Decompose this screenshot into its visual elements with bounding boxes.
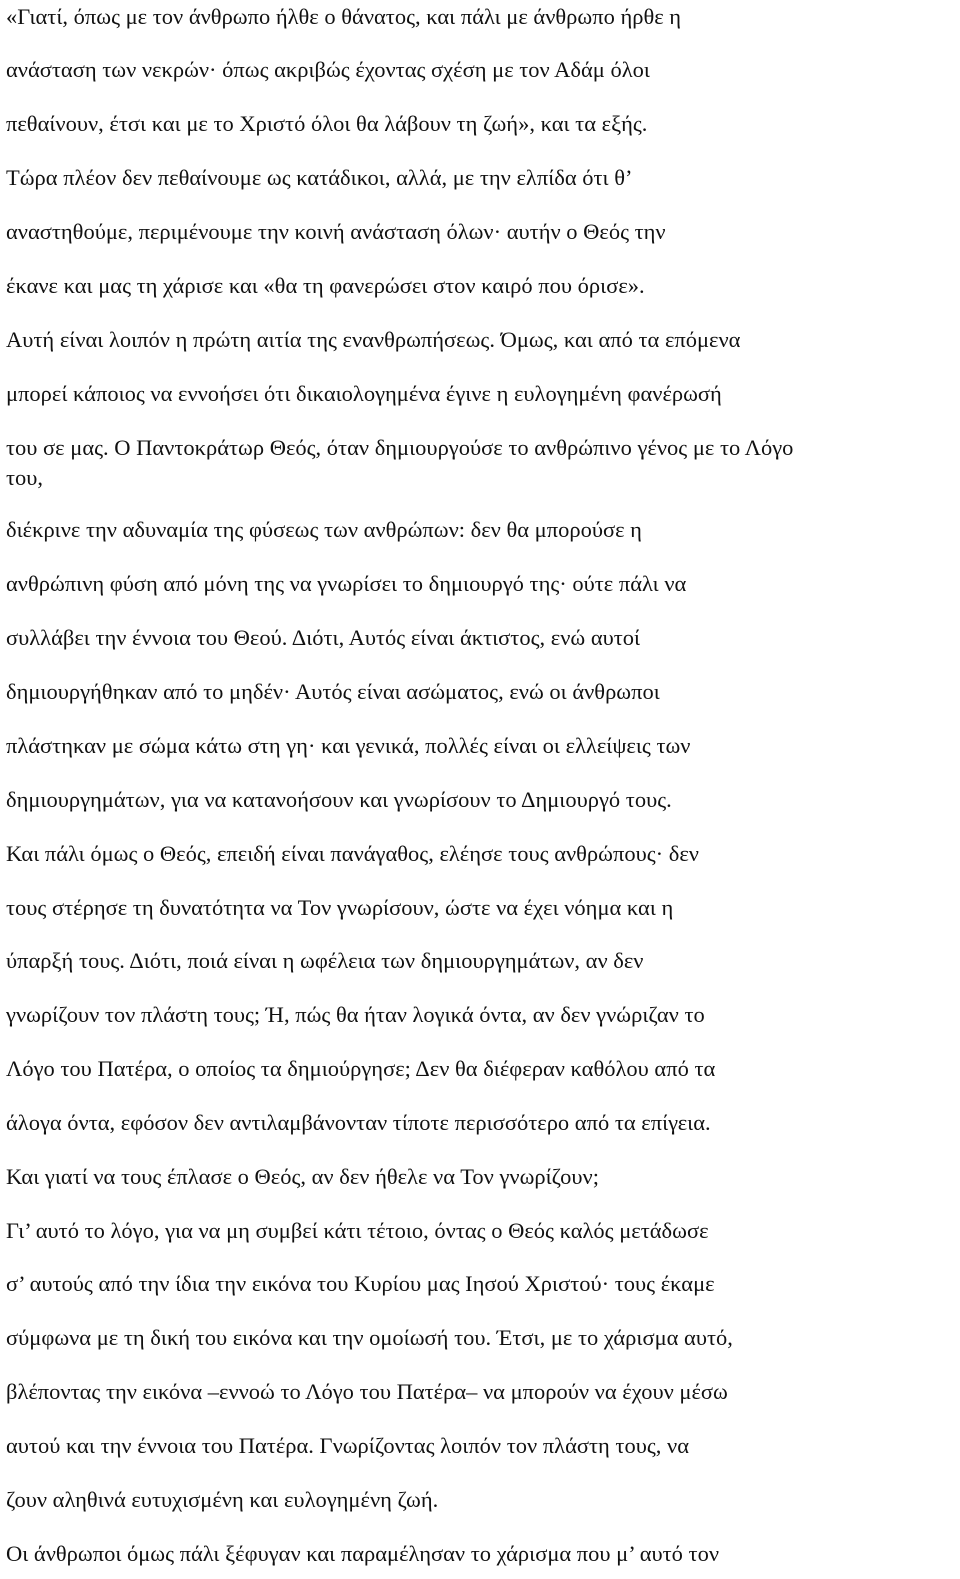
text-line-05: αναστηθούμε, περιμένουμε την κοινή ανάσταση όλων· αυτήν ο Θεός την	[6, 219, 666, 244]
text-line-25: σ’ αυτούς από την ίδια την εικόνα του Κυρίου μας Ιησού Χριστού· τους έκαμε	[6, 1271, 715, 1296]
text-line-08: μπορεί κάποιος να εννοήσει ότι δικαιολογημένα έγινε η ευλογημένη φανέρωσή	[6, 381, 722, 406]
text-line-10: του,	[6, 465, 44, 490]
text-line-21: Λόγο του Πατέρα, ο οποίος τα δημιούργησε; Δεν θα διέφεραν καθόλου από τα	[6, 1056, 716, 1081]
text-line-09: του σε μας. Ο Παντοκράτωρ Θεός, όταν δημιουργούσε το ανθρώπινο γένος με το Λόγο	[6, 435, 794, 460]
text-line-02: ανάσταση των νεκρών· όπως ακριβώς έχοντας σχέση με τον Αδάμ όλοι	[6, 57, 650, 82]
text-line-15: πλάστηκαν με σώμα κάτω στη γη· και γενικά, πολλές είναι οι ελλείψεις των	[6, 733, 691, 758]
text-line-14: δημιουργήθηκαν από το μηδέν· Αυτός είναι ασώματος, ενώ οι άνθρωποι	[6, 679, 660, 704]
text-line-12: ανθρώπινη φύση από μόνη της να γνωρίσει το δημιουργό της· ούτε πάλι να	[6, 571, 687, 596]
text-line-06: έκανε και μας τη χάρισε και «θα τη φανερώσει στον καιρό που όρισε».	[6, 273, 645, 298]
text-line-18: τους στέρησε τη δυνατότητα να Τον γνωρίσουν, ώστε να έχει νόημα και η	[6, 895, 674, 920]
text-line-04: Τώρα πλέον δεν πεθαίνουμε ως κατάδικοι, αλλά, με την ελπίδα ότι θ’	[6, 165, 633, 190]
text-line-23: Και γιατί να τους έπλασε ο Θεός, αν δεν ήθελε να Τον γνωρίζουν;	[6, 1164, 599, 1189]
text-line-24: Γι’ αυτό το λόγο, για να μη συμβεί κάτι τέτοιο, όντας ο Θεός καλός μετάδωσε	[6, 1218, 709, 1243]
text-line-17: Και πάλι όμως ο Θεός, επειδή είναι πανάγαθος, ελέησε τους ανθρώπους· δεν	[6, 841, 699, 866]
text-line-26: σύμφωνα με τη δική του εικόνα και την ομοίωσή του. Έτσι, με το χάρισμα αυτό,	[6, 1325, 733, 1350]
text-line-11: διέκρινε την αδυναμία της φύσεως των ανθρώπων: δεν θα μπορούσε η	[6, 517, 642, 542]
text-line-19: ύπαρξή τους. Διότι, ποιά είναι η ωφέλεια των δημιουργημάτων, αν δεν	[6, 948, 644, 973]
text-line-13: συλλάβει την έννοια του Θεού. Διότι, Αυτός είναι άκτιστος, ενώ αυτοί	[6, 625, 641, 650]
text-line-07: Αυτή είναι λοιπόν η πρώτη αιτία της ενανθρωπήσεως. Όμως, και από τα επόμενα	[6, 327, 741, 352]
text-line-30: Οι άνθρωποι όμως πάλι ξέφυγαν και παραμέλησαν το χάρισμα που μ’ αυτό τον	[6, 1541, 720, 1566]
text-line-03: πεθαίνουν, έτσι και με το Χριστό όλοι θα λάβουν τη ζωή», και τα εξής.	[6, 111, 648, 136]
text-line-16: δημιουργημάτων, για να κατανοήσουν και γνωρίσουν το Δημιουργό τους.	[6, 787, 672, 812]
text-line-20: γνωρίζουν τον πλάστη τους; Ή, πώς θα ήταν λογικά όντα, αν δεν γνώριζαν το	[6, 1002, 705, 1027]
text-line-29: ζουν αληθινά ευτυχισμένη και ευλογημένη ζωή.	[6, 1487, 439, 1512]
text-line-28: αυτού και την έννοια του Πατέρα. Γνωρίζοντας λοιπόν τον πλάστη τους, να	[6, 1433, 689, 1458]
text-line-27: βλέποντας την εικόνα –εννοώ το Λόγο του Πατέρα– να μπορούν να έχουν μέσω	[6, 1379, 728, 1404]
text-line-01: «Γιατί, όπως με τον άνθρωπο ήλθε ο θάνατος, και πάλι με άνθρωπο ήρθε η	[6, 4, 682, 29]
text-line-22: άλογα όντα, εφόσον δεν αντιλαμβάνονταν τίποτε περισσότερο από τα επίγεια.	[6, 1110, 711, 1135]
